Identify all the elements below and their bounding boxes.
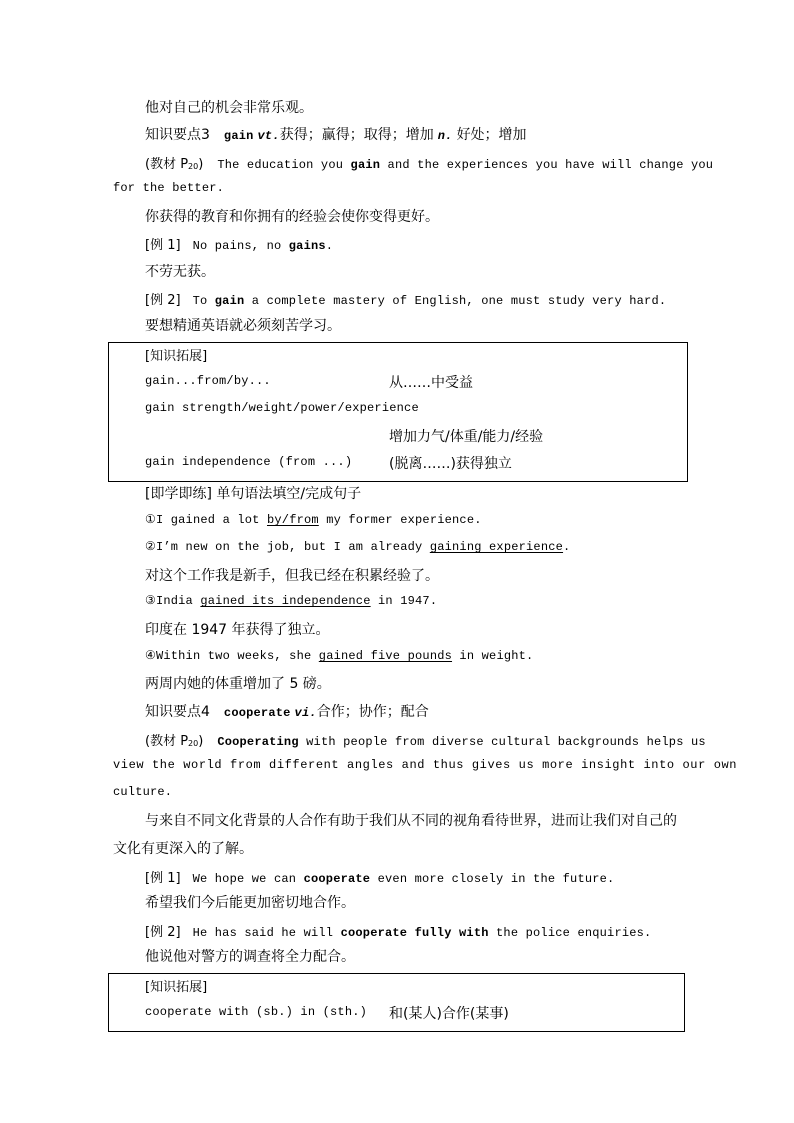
- box1-title: [知识拓展]: [145, 349, 208, 364]
- box1-row1-en: gain...from/by...: [145, 374, 271, 388]
- point3-heading: [145, 124, 527, 144]
- point3-meaning2: 好处；增加: [456, 127, 527, 143]
- point3-pos2: n.: [437, 129, 453, 143]
- point4-example-1-translation: 希望我们今后能更加密切地合作。: [145, 895, 355, 911]
- point3-label: 知识要点3: [145, 127, 210, 143]
- practice-q4-translation: 两周内她的体重增加了 5 磅。: [145, 676, 331, 692]
- point3-example-2: [例 2] To gain a complete mastery of English, one must study very hard.: [145, 293, 667, 308]
- point4-example-cont: view the world from different angles and thus gives us more insight into our own: [113, 758, 738, 772]
- point3-word: gain: [223, 129, 254, 143]
- practice-title: [即学即练] 单句语法填空/完成句子: [145, 486, 362, 502]
- box2-row1-en: cooperate with (sb.) in (sth.): [145, 1005, 368, 1019]
- answer-blank: gained its independence: [200, 594, 371, 608]
- source-label: (教材 $P_{20}$): [145, 734, 204, 749]
- point3-example-1: [例 1] No pains, no gains.: [145, 238, 334, 253]
- sentence-translation: 他对自己的机会非常乐观。: [145, 100, 313, 116]
- practice-q2-translation: 对这个工作我是新手，但我已经在积累经验了。: [145, 568, 439, 584]
- box1-row3-zh: (脱离……)获得独立: [389, 456, 512, 472]
- point4-example-cont2: culture.: [113, 785, 173, 799]
- source-label: (教材 $P_{20}$): [145, 157, 204, 172]
- point4-heading: 知识要点4 cooperate vi.合作；协作；配合: [145, 704, 429, 720]
- answer-blank: by/from: [266, 513, 319, 527]
- answer-blank: gaining experience: [429, 540, 564, 554]
- point4-example-2: [例 2] He has said he will cooperate fully with the police enquiries.: [145, 925, 652, 940]
- point3-example-cont: for the better.: [113, 181, 225, 195]
- point3-example-2-translation: 要想精通英语就必须刻苦学习。: [145, 318, 341, 334]
- box1-row2-en: gain strength/weight/power/experience: [145, 401, 419, 415]
- point3-example-1-translation: 不劳无获。: [145, 264, 215, 280]
- box2-title: [知识拓展]: [145, 980, 208, 995]
- point4-example-2-translation: 他说他对警方的调查将全力配合。: [145, 949, 355, 965]
- point3-meaning1: 获得；赢得；取得；增加: [279, 127, 434, 143]
- answer-blank: gained five pounds: [318, 649, 453, 663]
- box1-row3-en: gain independence (from ...): [145, 455, 353, 469]
- practice-q4: ④Within two weeks, she gained five pounds in weight.: [145, 649, 534, 663]
- box2-row1-zh: 和(某人)合作(某事): [389, 1006, 509, 1022]
- practice-q2: ②I’m new on the job, but I am already gaining experience.: [145, 540, 571, 554]
- practice-q3-translation: 印度在 1947 年获得了独立。: [145, 622, 330, 638]
- point4-translation-line2: 文化有更深入的了解。: [113, 841, 253, 857]
- practice-q1: ①I gained a lot by/from my former experience.: [145, 513, 482, 527]
- point3-example-translation: 你获得的教育和你拥有的经验会使你变得更好。: [145, 209, 439, 225]
- box1-row2-zh: 增加力气/体重/能力/经验: [389, 429, 544, 445]
- practice-q3: ③India gained its independence in 1947.: [145, 594, 438, 608]
- box1-row1-zh: 从……中受益: [389, 375, 473, 391]
- point4-word: cooperate: [223, 706, 291, 720]
- point3-textbook-example: (教材 $P_{20}$) The education you gain and the experiences you have will change you: [145, 157, 714, 172]
- point4-textbook-example: (教材 $P_{20}$) Cooperating with people from diverse cultural backgrounds helps us: [145, 734, 706, 749]
- point3-pos1: vt.: [257, 129, 280, 143]
- point4-example-1: [例 1] We hope we can cooperate even more closely in the future.: [145, 871, 615, 886]
- point4-translation-line1: 与来自不同文化背景的人合作有助于我们从不同的视角看待世界，进而让我们对自己的: [145, 813, 677, 829]
